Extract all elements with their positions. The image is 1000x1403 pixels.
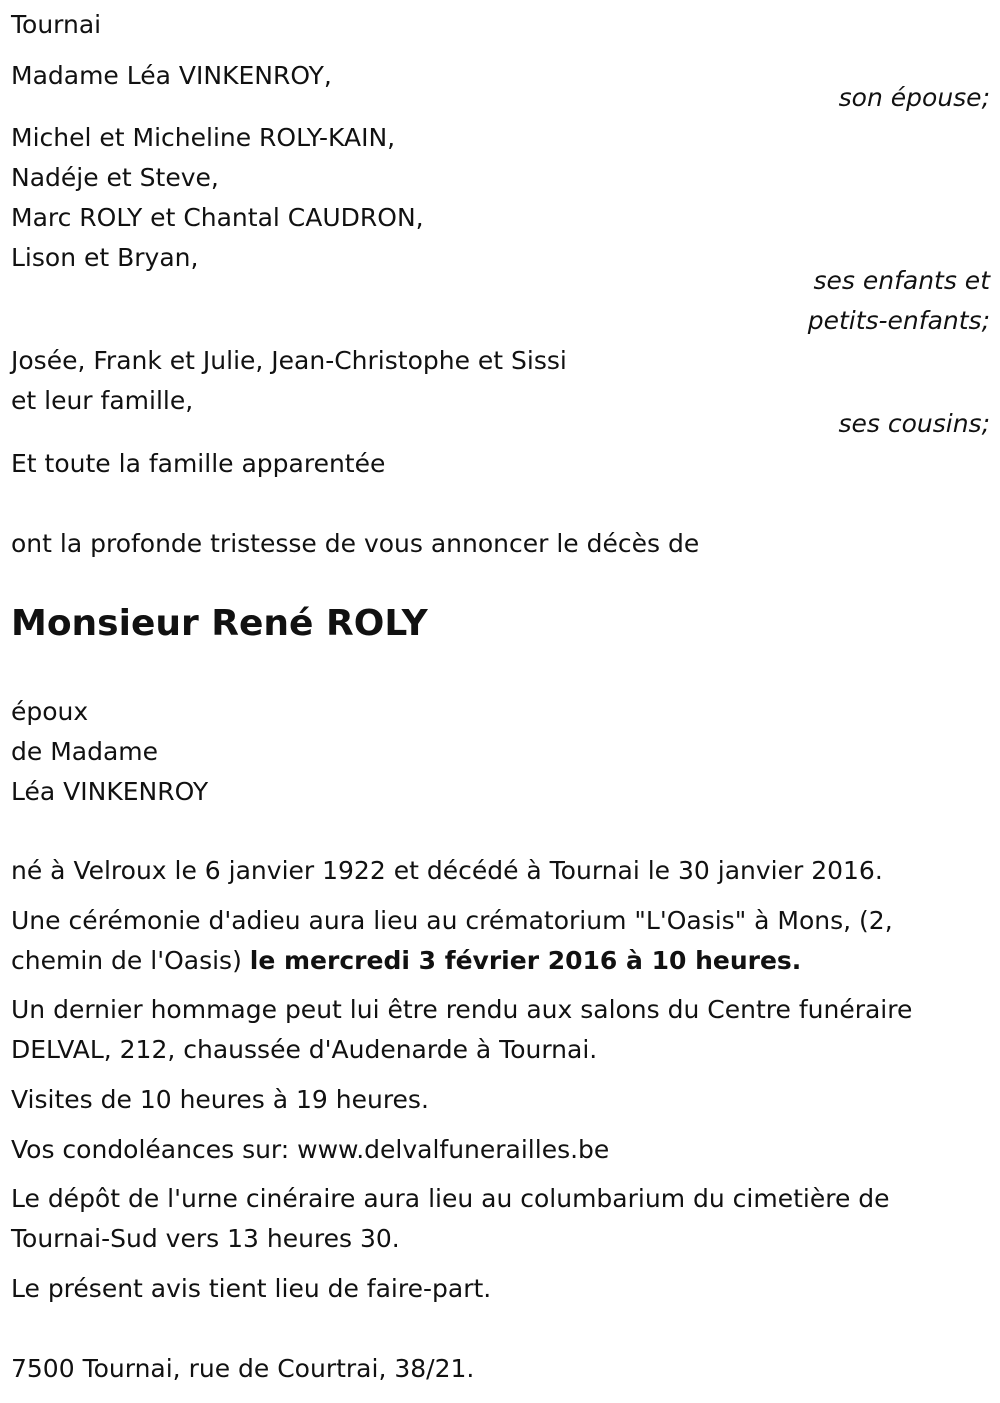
urn-line1: Le dépôt de l'urne cinéraire aura lieu au columbarium du cimetière de — [11, 1184, 890, 1213]
spouse-role: son épouse; — [838, 83, 990, 112]
ceremony-line2 — [11, 941, 801, 981]
cousins-line2: et leur famille, — [11, 386, 194, 415]
tribute-line2: DELVAL, 212, chaussée d'Audenarde à Tournai. — [11, 1035, 598, 1064]
visits-text: Visites de 10 heures à 19 heures. — [11, 1085, 429, 1114]
child-line: Nadéje et Steve, — [11, 163, 219, 192]
city-heading: Tournai — [11, 10, 102, 39]
spouse-of-line: de Madame — [11, 737, 159, 766]
ceremony-location: chemin de l'Oasis) — [11, 946, 250, 975]
spouse-of-line: époux — [11, 697, 89, 726]
child-line: Lison et Bryan, — [11, 243, 199, 272]
children-role-line1: ses enfants et — [813, 266, 990, 295]
urn-line2: Tournai-Sud vers 13 heures 30. — [11, 1224, 400, 1253]
notice-text: Le présent avis tient lieu de faire-part. — [11, 1274, 492, 1303]
condolences-text: Vos condoléances sur: www.delvalfunerailles.be — [11, 1135, 610, 1164]
ceremony-date: le mercredi 3 février 2016 à 10 heures. — [249, 946, 802, 975]
announcement-text: ont la profonde tristesse de vous annoncer le décès de — [11, 529, 700, 558]
children-role-line2: petits-enfants; — [807, 306, 990, 335]
birth-death: né à Velroux le 6 janvier 1922 et décédé à Tournai le 30 janvier 2016. — [11, 856, 883, 885]
cousins-line1: Josée, Frank et Julie, Jean-Christophe et Sissi — [11, 346, 567, 375]
spouse-of-line: Léa VINKENROY — [11, 777, 209, 806]
ceremony-line1: Une cérémonie d'adieu aura lieu au crématorium "L'Oasis" à Mons, (2, — [11, 906, 893, 935]
extended-family: Et toute la famille apparentée — [11, 449, 386, 478]
address-text: 7500 Tournai, rue de Courtrai, 38/21. — [11, 1354, 475, 1383]
child-line: Michel et Micheline ROLY-KAIN, — [11, 123, 396, 152]
deceased-name: Monsieur René ROLY — [11, 603, 428, 644]
tribute-line1: Un dernier hommage peut lui être rendu aux salons du Centre funéraire — [11, 995, 913, 1024]
spouse-name: Madame Léa VINKENROY, — [11, 61, 332, 90]
child-line: Marc ROLY et Chantal CAUDRON, — [11, 203, 424, 232]
cousins-role: ses cousins; — [838, 409, 990, 438]
